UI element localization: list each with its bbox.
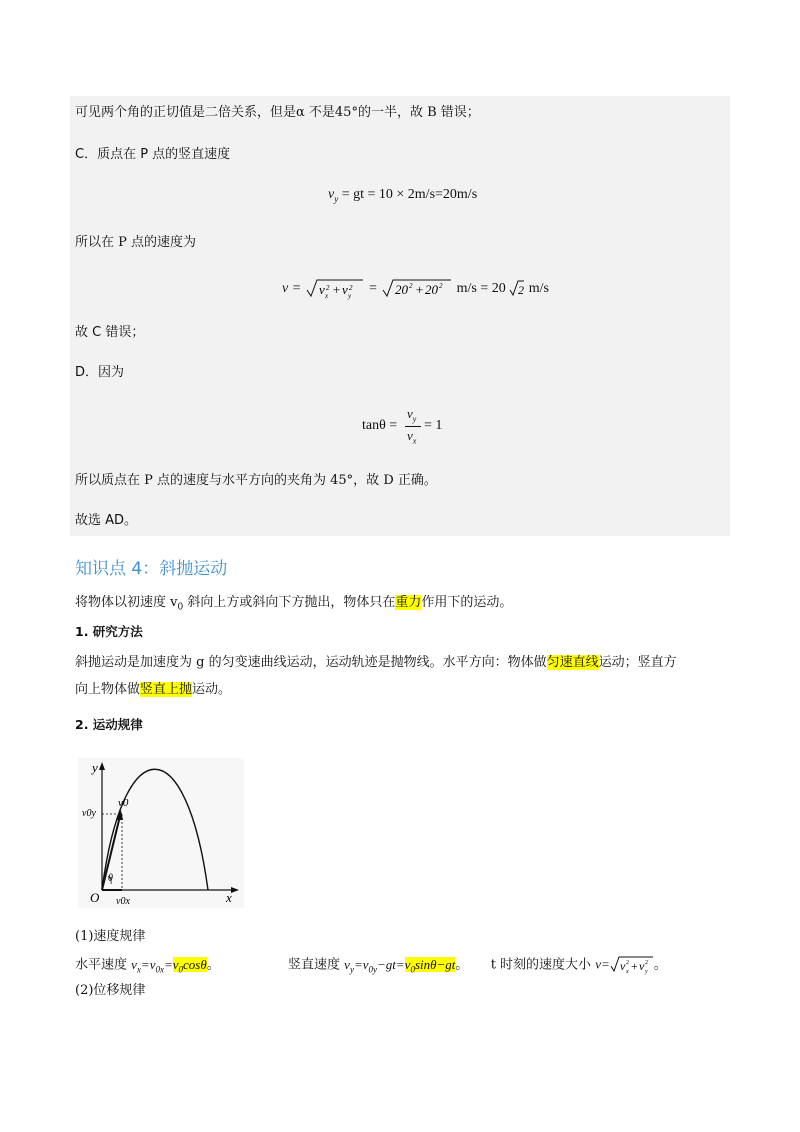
svg-text:+: +: [630, 959, 638, 973]
answer-line: 故选 AD。: [75, 513, 138, 528]
equation-v: v = v 2 x + v 2 y = 20 2 + 20 2 m/s = 20 2 m/s: [282, 278, 549, 300]
projectile-diagram: [78, 758, 244, 908]
svg-text:v: v: [638, 959, 645, 973]
theta-label: θ: [108, 873, 113, 884]
method-line-2: 向上物体做竖直上抛运动。: [75, 682, 232, 697]
svg-text:2: 2: [518, 283, 525, 297]
origin-label: O: [90, 890, 100, 905]
v0-label: v0: [118, 797, 129, 809]
equation-vy: $v_y$ = gt = 10 × 2m/s=20m/s: [328, 187, 478, 204]
svg-text:x: x: [625, 969, 629, 975]
svg-text:v: v: [341, 282, 348, 297]
section-b-text: 可见两个角的正切值是二倍关系，但是α 不是45°的一半，故 B 错误；: [75, 105, 480, 120]
svg-text:y: y: [347, 292, 351, 300]
sqrt-20-squared: [381, 278, 453, 300]
heading-method: 1. 研究方法: [75, 624, 143, 639]
svg-text:2: 2: [325, 284, 330, 292]
method-line-1: 斜抛运动是加速度为 g 的匀变速曲线运动，运动轨迹是抛物线。水平方向：物体做匀速直线运动；竖直方: [75, 655, 677, 670]
v0y-label: v0y: [82, 808, 96, 819]
v0x-label: v0x: [116, 896, 130, 907]
highlight-gravity: 重力: [395, 595, 422, 610]
highlight-v0cos: $v_0\cos\theta$: [172, 956, 207, 975]
svg-text:2: 2: [625, 960, 629, 966]
svg-text:20: 20: [425, 282, 439, 297]
section-d-intro: D．因为: [75, 365, 125, 380]
highlight-uniform-line: 匀速直线: [546, 655, 599, 670]
svg-text:2: 2: [439, 282, 443, 290]
svg-text:20: 20: [395, 282, 409, 297]
section-d-conclusion: 所以质点在 P 点的速度与水平方向的夹角为 45°，故 D 正确。: [75, 473, 437, 488]
section-c-conclusion: 故 C 错误；: [75, 325, 145, 340]
sqrt-vx2-vy2: [610, 955, 654, 975]
svg-text:2: 2: [644, 960, 648, 966]
x-axis-label: x: [226, 890, 232, 905]
displacement-law-title: (2)位移规律: [75, 983, 146, 998]
svg-text:y: y: [644, 969, 648, 975]
sqrt-2: [509, 279, 525, 299]
document-page: 可见两个角的正切值是二倍关系，但是α 不是45°的一半，故 B 错误； C．质点在 P 点的竖直速度 $v_y$ = gt = 10 × 2m/s=20m/s 所以在 P 点的速度为 v = v 2 x + v 2 y = 20 2 + 20 2 m/s = 20 2 m/s 故 C 错误； D．因为 tanθ = $v_y$ $v_x$ = 1 所以质点在 P 点的速度与水平方向的夹角为 45°，故 D 正确。 故选 AD。 知识点 4：斜抛运动 将物体以初速度 $v_0$ 斜向上方或斜向下方抛出，物体只在重力作用下的运动。 1. 研究方法 斜抛运动是加速度为 g 的匀变速曲线运动，运动轨迹是抛物线。水平方向：物体做匀速直线运动；竖直方 向上物体做竖直上抛运动。 2. 运动规律 y x O v0 v0y v0x θ (1)速度规律 水平速度 $v_x=v_{0x}=v_0\cos\theta$。 竖直速度 $v_y=v_{0y}-gt=v_0\sin\theta-gt$。 t 时刻的速度大小 v= v 2 x + v 2 y 。 (2)位移规律: [0, 0, 800, 1132]
section-c-intro: C．质点在 P 点的竖直速度: [75, 147, 231, 162]
knowledge-intro: 将物体以初速度 $v_0$ 斜向上方或斜向下方抛出，物体只在重力作用下的运动。: [75, 595, 513, 613]
section-c-so-line: 所以在 P 点的速度为: [75, 235, 197, 250]
svg-text:+: +: [331, 282, 341, 297]
svg-text:2: 2: [348, 284, 353, 292]
y-axis-label: y: [92, 760, 98, 775]
speed-law-title: (1)速度规律: [75, 929, 146, 944]
sqrt-vx-vy: [305, 278, 365, 300]
svg-text:v: v: [619, 959, 626, 973]
speed-law-line: 水平速度 $v_x=v_{0x}=v_0\cos\theta$。 竖直速度 $v_y=v_{0y}-gt=v_0\sin\theta-gt$。 t 时刻的速度大小 v= v 2 x + v 2 y 。: [75, 956, 667, 975]
heading-motion-law: 2. 运动规律: [75, 717, 143, 732]
knowledge-heading: 知识点 4：斜抛运动: [75, 559, 228, 579]
svg-text:+: +: [415, 282, 424, 297]
highlight-vertical-up: 竖直上抛: [140, 682, 193, 697]
svg-text:x: x: [324, 292, 328, 300]
svg-text:v: v: [318, 282, 325, 297]
highlight-v0sin: $v_0\sin\theta-gt$: [404, 956, 456, 975]
svg-text:2: 2: [409, 282, 413, 290]
